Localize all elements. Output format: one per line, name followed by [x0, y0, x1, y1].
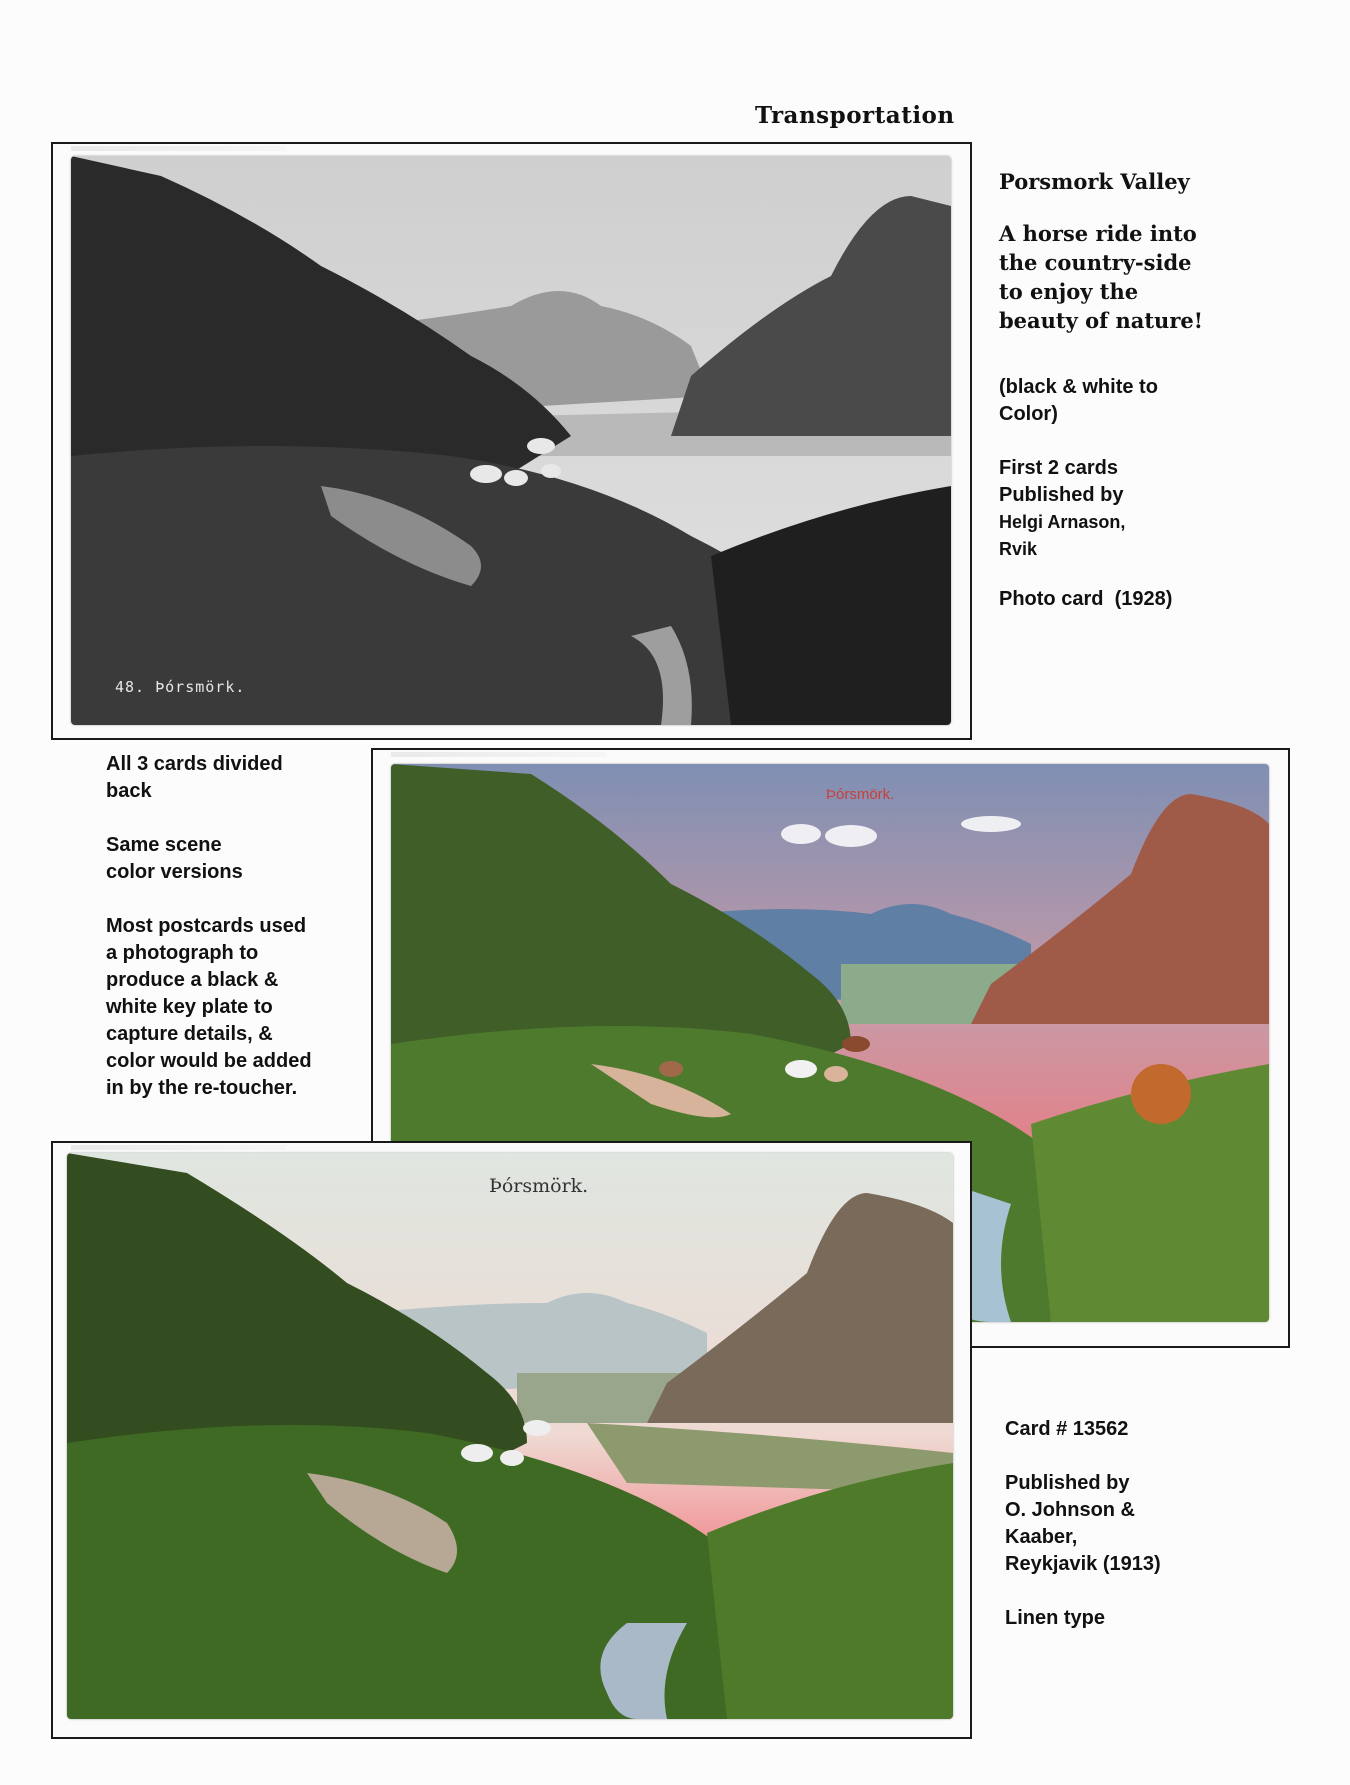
- bw-to-color-line: (black & white to: [999, 376, 1158, 398]
- desc-line: to enjoy the: [999, 279, 1139, 304]
- bw-to-color-line: Color): [999, 403, 1058, 425]
- sleeve-edge: [71, 1145, 286, 1150]
- divided-line: All 3 cards divided: [106, 753, 283, 775]
- sleeve-edge: [391, 752, 606, 757]
- photo-card-line: Photo card (1928): [999, 588, 1173, 610]
- desc-line: A horse ride into: [999, 221, 1197, 246]
- publisher-line: Rvik: [999, 539, 1038, 559]
- linen-type: Linen type: [1005, 1607, 1106, 1629]
- valley-heading: Porsmork Valley: [999, 169, 1190, 194]
- color2-card-caption: Þórsmörk.: [489, 1175, 589, 1197]
- desc-line: beauty of nature!: [999, 308, 1203, 333]
- right-notes: [999, 167, 1203, 335]
- card-number: Card # 13562: [1005, 1418, 1129, 1440]
- process-line: color would be added: [106, 1050, 312, 1072]
- page-title: Transportation: [755, 102, 955, 129]
- published-line: Published by: [1005, 1472, 1130, 1494]
- bw-landscape-image: [71, 156, 951, 725]
- postcard-frame-color2: [51, 1141, 972, 1739]
- first-cards-line: First 2 cards: [999, 457, 1118, 479]
- right-notes-detail: [999, 374, 1172, 613]
- published-line: Reykjavik (1913): [1005, 1553, 1161, 1575]
- bottom-notes: [1005, 1416, 1161, 1632]
- same-scene-line: Same scene: [106, 834, 222, 856]
- process-line: a photograph to: [106, 942, 259, 964]
- sleeve-edge: [71, 146, 286, 151]
- color1-card-caption: Þórsmörk.: [826, 786, 895, 803]
- process-line: produce a black &: [106, 969, 279, 991]
- process-line: Most postcards used: [106, 915, 307, 937]
- first-cards-line: Published by: [999, 484, 1124, 506]
- published-line: O. Johnson &: [1005, 1499, 1135, 1521]
- postcard-frame-bw: [51, 142, 972, 740]
- same-scene-line: color versions: [106, 861, 243, 883]
- postcard-color-2[interactable]: [67, 1153, 953, 1719]
- color2-landscape-image: [67, 1153, 953, 1719]
- postcard-bw-photo[interactable]: [71, 156, 951, 725]
- process-line: in by the re-toucher.: [106, 1077, 298, 1099]
- left-notes: [106, 751, 312, 1102]
- process-line: capture details, &: [106, 1023, 273, 1045]
- desc-line: the country-side: [999, 250, 1192, 275]
- publisher-line: Helgi Arnason,: [999, 512, 1126, 532]
- published-line: Kaaber,: [1005, 1526, 1078, 1548]
- process-line: white key plate to: [106, 996, 273, 1018]
- bw-card-caption: 48. Þórsmörk.: [115, 678, 246, 696]
- divided-line: back: [106, 780, 152, 802]
